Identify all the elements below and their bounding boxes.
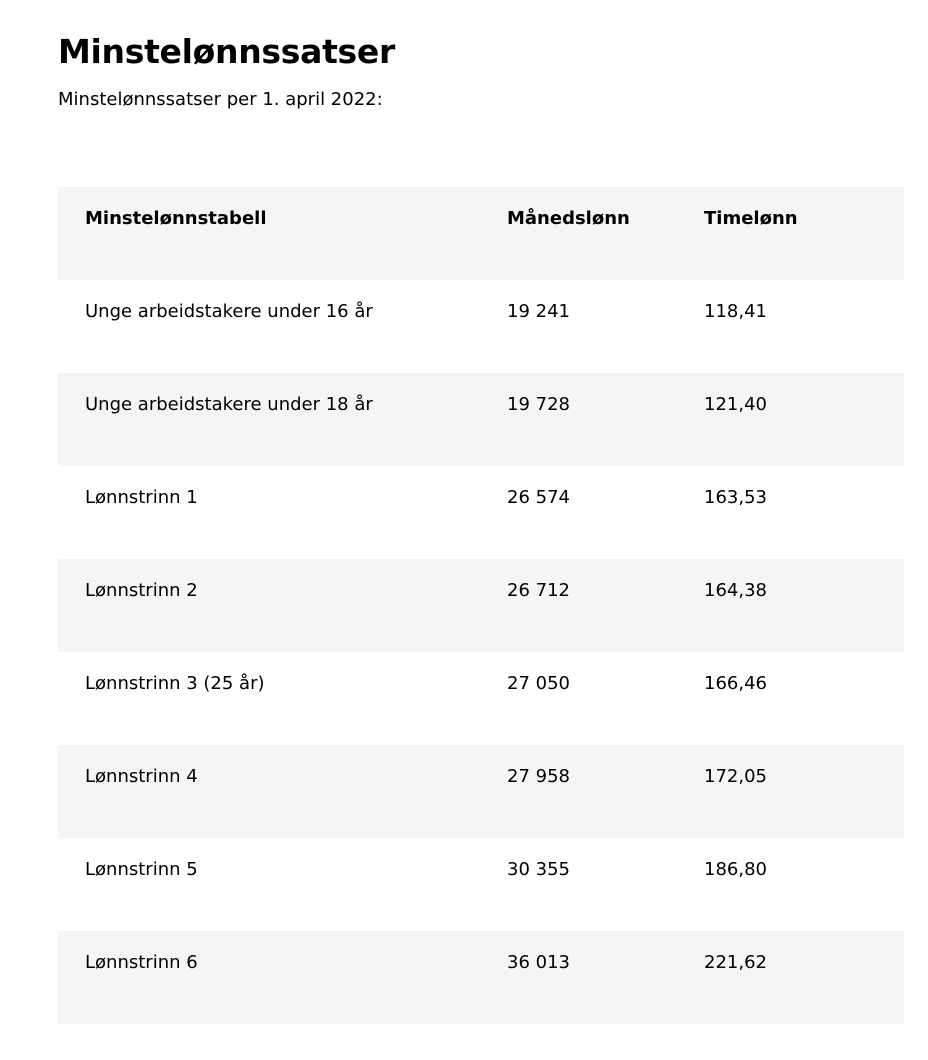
monthly-wage: 26 574 bbox=[507, 487, 570, 508]
column-header-table: Minstelønnstabell bbox=[85, 208, 267, 229]
table-row bbox=[58, 931, 904, 1024]
table-row bbox=[58, 745, 904, 838]
row-label: Lønnstrinn 6 bbox=[85, 952, 198, 973]
monthly-wage: 19 728 bbox=[507, 394, 570, 415]
intro-text: Minstelønnssatser per 1. april 2022: bbox=[58, 89, 383, 110]
hourly-wage: 166,46 bbox=[704, 673, 767, 694]
row-label: Lønnstrinn 2 bbox=[85, 580, 198, 601]
hourly-wage: 186,80 bbox=[704, 859, 767, 880]
monthly-wage: 27 958 bbox=[507, 766, 570, 787]
table-row bbox=[58, 466, 904, 559]
monthly-wage: 27 050 bbox=[507, 673, 570, 694]
column-header-monthly: Månedslønn bbox=[507, 208, 630, 229]
row-label: Lønnstrinn 5 bbox=[85, 859, 198, 880]
hourly-wage: 121,40 bbox=[704, 394, 767, 415]
minimum-wage-table bbox=[58, 187, 904, 1024]
row-label: Unge arbeidstakere under 16 år bbox=[85, 301, 373, 322]
table-row bbox=[58, 280, 904, 373]
row-label: Lønnstrinn 4 bbox=[85, 766, 198, 787]
table-row bbox=[58, 652, 904, 745]
hourly-wage: 221,62 bbox=[704, 952, 767, 973]
row-label: Lønnstrinn 1 bbox=[85, 487, 198, 508]
hourly-wage: 163,53 bbox=[704, 487, 767, 508]
monthly-wage: 19 241 bbox=[507, 301, 570, 322]
monthly-wage: 30 355 bbox=[507, 859, 570, 880]
table-row bbox=[58, 838, 904, 931]
row-label: Unge arbeidstakere under 18 år bbox=[85, 394, 373, 415]
content bbox=[58, 0, 904, 973]
hourly-wage: 172,05 bbox=[704, 766, 767, 787]
column-header-hourly: Timelønn bbox=[704, 208, 798, 229]
monthly-wage: 36 013 bbox=[507, 952, 570, 973]
page-title: Minstelønnssatser bbox=[58, 32, 395, 71]
table-row bbox=[58, 373, 904, 466]
table-header-row bbox=[58, 187, 904, 280]
monthly-wage: 26 712 bbox=[507, 580, 570, 601]
row-label: Lønnstrinn 3 (25 år) bbox=[85, 673, 265, 694]
table-row bbox=[58, 559, 904, 652]
hourly-wage: 118,41 bbox=[704, 301, 767, 322]
hourly-wage: 164,38 bbox=[704, 580, 767, 601]
